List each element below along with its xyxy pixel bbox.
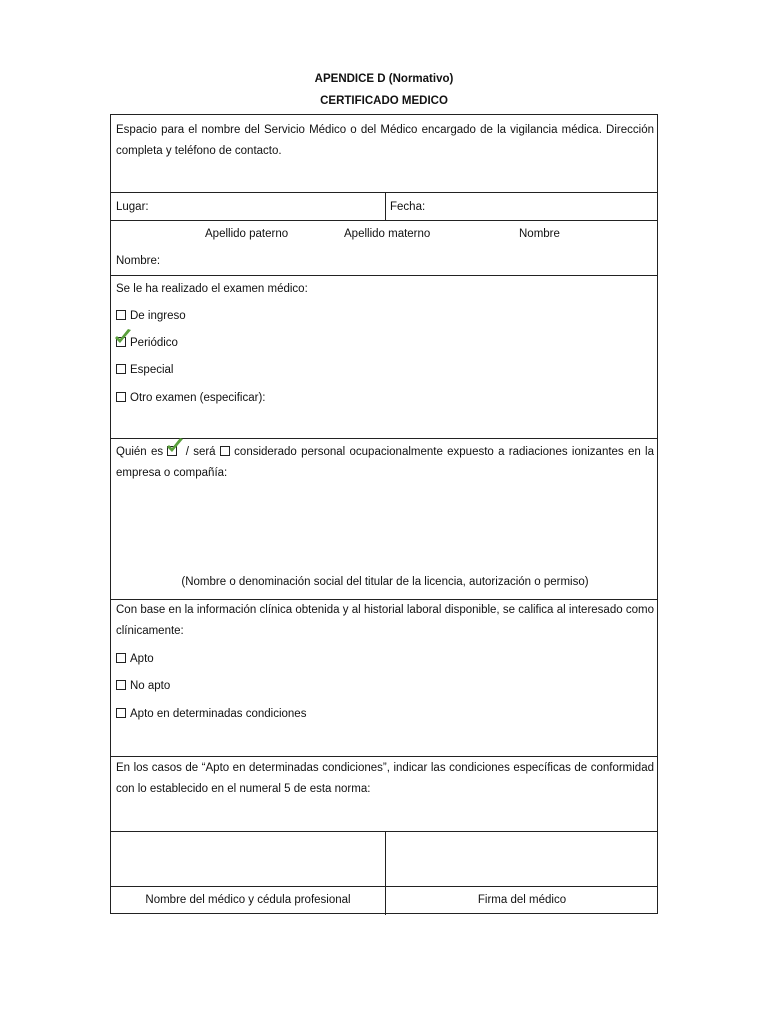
exposure-part2: / será [185,446,216,458]
checkbox-empty-icon[interactable] [116,392,126,402]
option-de-ingreso[interactable] [116,309,186,323]
certificate-title: CERTIFICADO MEDICO [320,95,448,107]
checkbox-empty-icon[interactable] [116,708,126,718]
divider [111,275,657,276]
checkbox-empty-icon[interactable] [116,653,126,663]
option-label: Especial [130,364,174,376]
service-description: Espacio para el nombre del Servicio Médico o del Médico encargado de la vigilancia médica. Dirección completa y teléfono de contacto. [116,124,654,157]
exam-question: Se le ha realizado el examen médico: [116,283,308,295]
exposure-part3: considerado personal ocupacionalmente expuesto a radiaciones ionizantes en la empresa o compañía: [116,446,654,479]
medical-certificate-form [110,114,658,914]
appendix-title: APENDICE D (Normativo) [314,73,454,85]
divider [111,438,657,439]
option-apto[interactable] [116,652,154,666]
checkbox-empty-icon[interactable] [116,364,126,374]
divider [111,756,657,757]
option-label: Otro examen (especificar): [130,392,266,404]
green-checkmark-icon [166,437,184,455]
nombre-label: Nombre: [116,255,161,267]
es-checkbox-checked[interactable] [167,446,181,456]
option-otro-examen[interactable] [116,391,266,405]
divider [111,831,657,832]
exposure-part1: Quién es [116,446,164,458]
nombre-column-label: Nombre [519,228,560,240]
option-label: No apto [130,680,171,692]
apellido-paterno-label: Apellido paterno [205,228,289,240]
option-no-apto[interactable] [116,679,170,693]
divider [111,886,657,887]
exposure-statement [116,442,654,484]
company-caption: (Nombre o denominación social del titular de la licencia, autorización o permiso) [181,576,589,588]
divider [111,192,657,193]
divider [111,220,657,221]
sera-checkbox-empty-icon[interactable] [220,446,230,456]
doctor-signature-label: Firma del médico [477,894,567,906]
divider [385,192,386,220]
option-label: Apto [130,653,154,665]
doctor-name-label: Nombre del médico y cédula profesional [145,894,351,906]
checkbox-checked[interactable] [116,337,126,347]
option-especial[interactable] [116,363,173,377]
option-periodico[interactable] [116,336,178,350]
conditions-statement: En los casos de “Apto en determinadas condiciones”, indicar las condiciones específicas de conformidad con lo establecido en el numeral 5 de esta norma: [116,762,654,795]
checkbox-empty-icon[interactable] [116,310,126,320]
green-checkmark-icon [114,328,132,346]
option-label: Periódico [130,337,178,349]
fecha-label: Fecha: [390,201,426,213]
lugar-label: Lugar: [116,201,149,213]
fitness-statement: Con base en la información clínica obtenida y al historial laboral disponible, se califica al interesado como clínicamente: [116,604,654,637]
option-apto-condiciones[interactable] [116,707,306,721]
checkbox-empty-icon[interactable] [116,680,126,690]
option-label: De ingreso [130,310,186,322]
option-label: Apto en determinadas condiciones [130,708,307,720]
apellido-materno-label: Apellido materno [344,228,431,240]
